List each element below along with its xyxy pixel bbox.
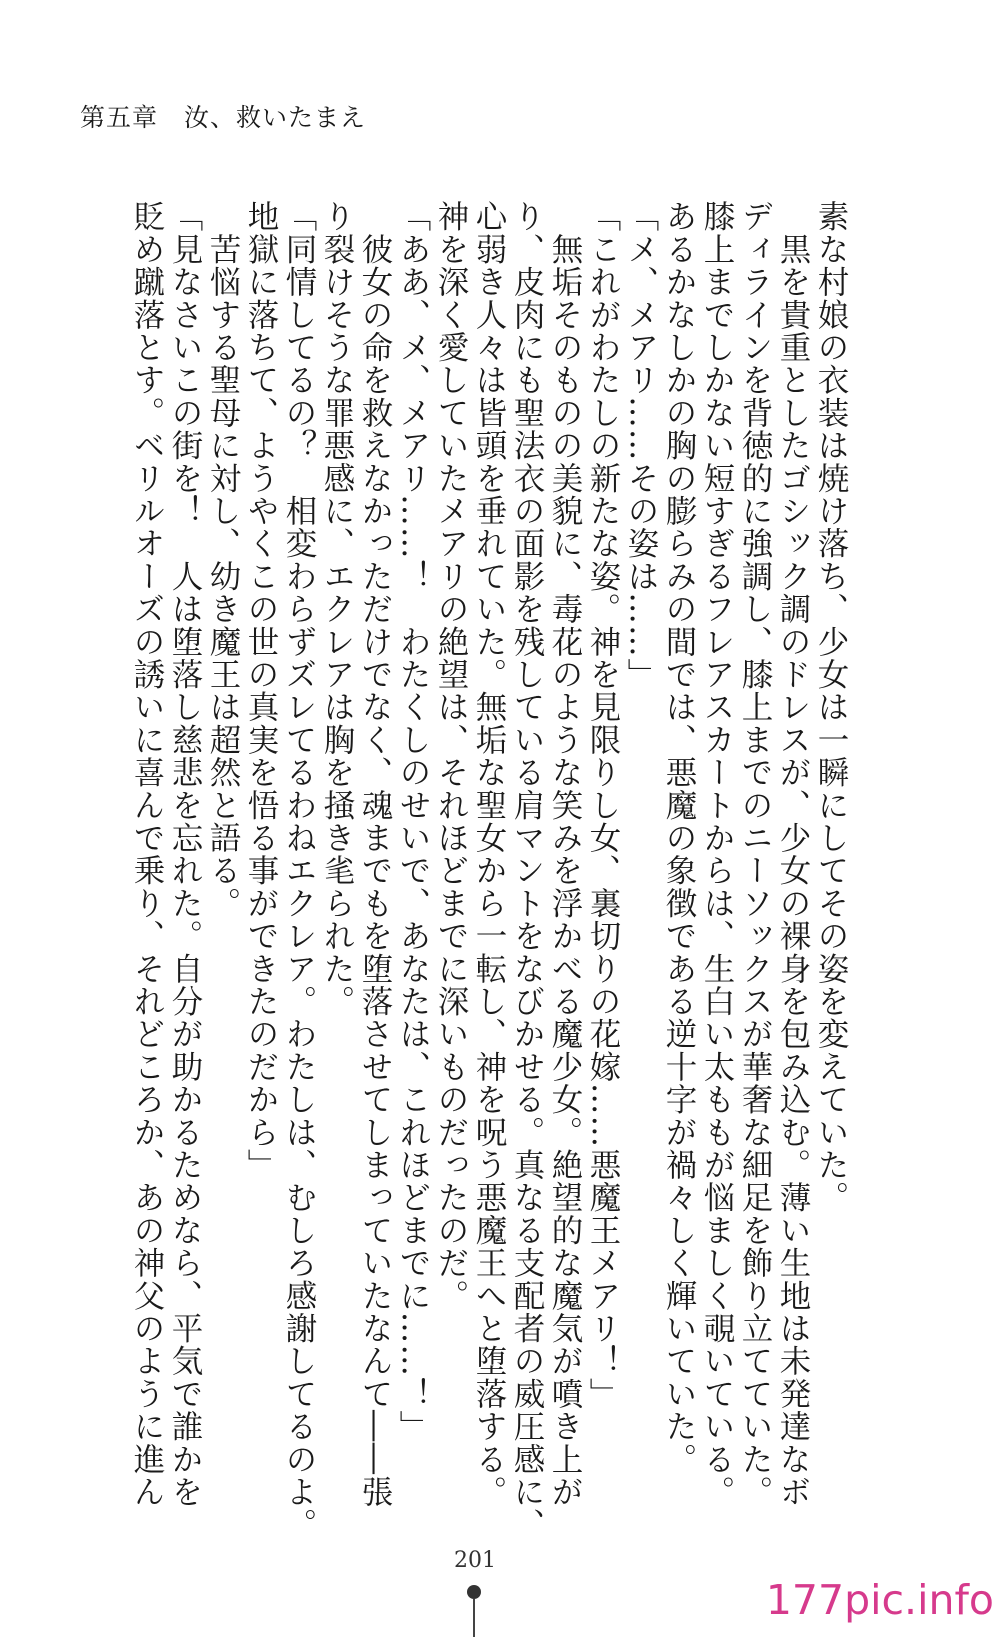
text-line: 「同情してるの？ 相変わらずズレてるわねエクレア。わたしは、むしろ感謝してるのよ。 [281, 200, 317, 1541]
text-line: 無垢そのものの美貌に、毒花のような笑みを浮かべる魔少女。絶望的な魔気が噴き上が [547, 200, 583, 1508]
text-line: り裂けそうな罪悪感に、エクレアは胸を掻き毟られた。 [319, 200, 355, 1018]
text-line: 苦悩する聖母に対し、幼き魔王は超然と語る。 [205, 200, 241, 920]
text-line: 「これがわたしの新たな姿。神を見限りし女、裏切りの花嫁……悪魔王メアリ！」 [585, 200, 621, 1410]
body-text [128, 200, 850, 1541]
running-header-chapter-title: 第五章 汝、救いたまえ [80, 103, 367, 132]
text-line: 黒を貴重としたゴシック調のドレスが、少女の裸身を包み込む。薄い生地は未発達なボ [775, 200, 811, 1508]
text-line: あるかなしかの胸の膨らみの間では、悪魔の象徴である逆十字が禍々しく輝いていた。 [661, 200, 697, 1476]
text-line: 「メ、メアリ……その姿は……」 [623, 200, 659, 691]
text-line: 心弱き人々は皆頭を垂れていた。無垢な聖女から一転し、神を呪う悪魔王へと堕落する。 [471, 200, 507, 1509]
text-line: 「見なさいこの街を！ 人は堕落し慈悲を忘れた。自分が助かるためなら、平気で誰かを [167, 200, 203, 1508]
text-line: 「ああ、メ、メアリ……！ わたくしのせいで、あなたは、これほどまでに……！」 [395, 200, 431, 1443]
text-line: 地獄に落ちて、ようやくこの世の真実を悟る事ができたのだから」 [243, 200, 279, 1182]
text-line: り、皮肉にも聖法衣の面影を残している肩マントをなびかせる。真なる支配者の威圧感に、 [509, 200, 545, 1541]
watermark: 177pic.info [765, 1576, 994, 1624]
text-line: 彼女の命を救えなかっただけでなく、魂までもを堕落させてしまっていたなんて――張 [357, 200, 393, 1508]
text-line: 神を深く愛していたメアリの絶望は、それほどまでに深いものだったのだ。 [433, 200, 469, 1312]
text-line: 膝上までしかない短すぎるフレアスカートからは、生白い太ももが悩ましく覗いている。 [699, 200, 735, 1508]
page-marker-line [473, 1599, 475, 1637]
page-number: 201 [454, 1548, 496, 1573]
text-line: 貶め蹴落とす。ベリルオーズの誘いに喜んで乗り、それどころか、あの神父のように進ん [129, 200, 165, 1508]
text-line: 素な村娘の衣装は焼け落ち、少女は一瞬にしてその姿を変えていた。 [813, 200, 849, 1214]
page-marker-dot [467, 1585, 481, 1599]
text-line: ディラインを背徳的に強調し、膝上までのニーソックスが華奢な細足を飾り立てていた。 [737, 200, 773, 1508]
